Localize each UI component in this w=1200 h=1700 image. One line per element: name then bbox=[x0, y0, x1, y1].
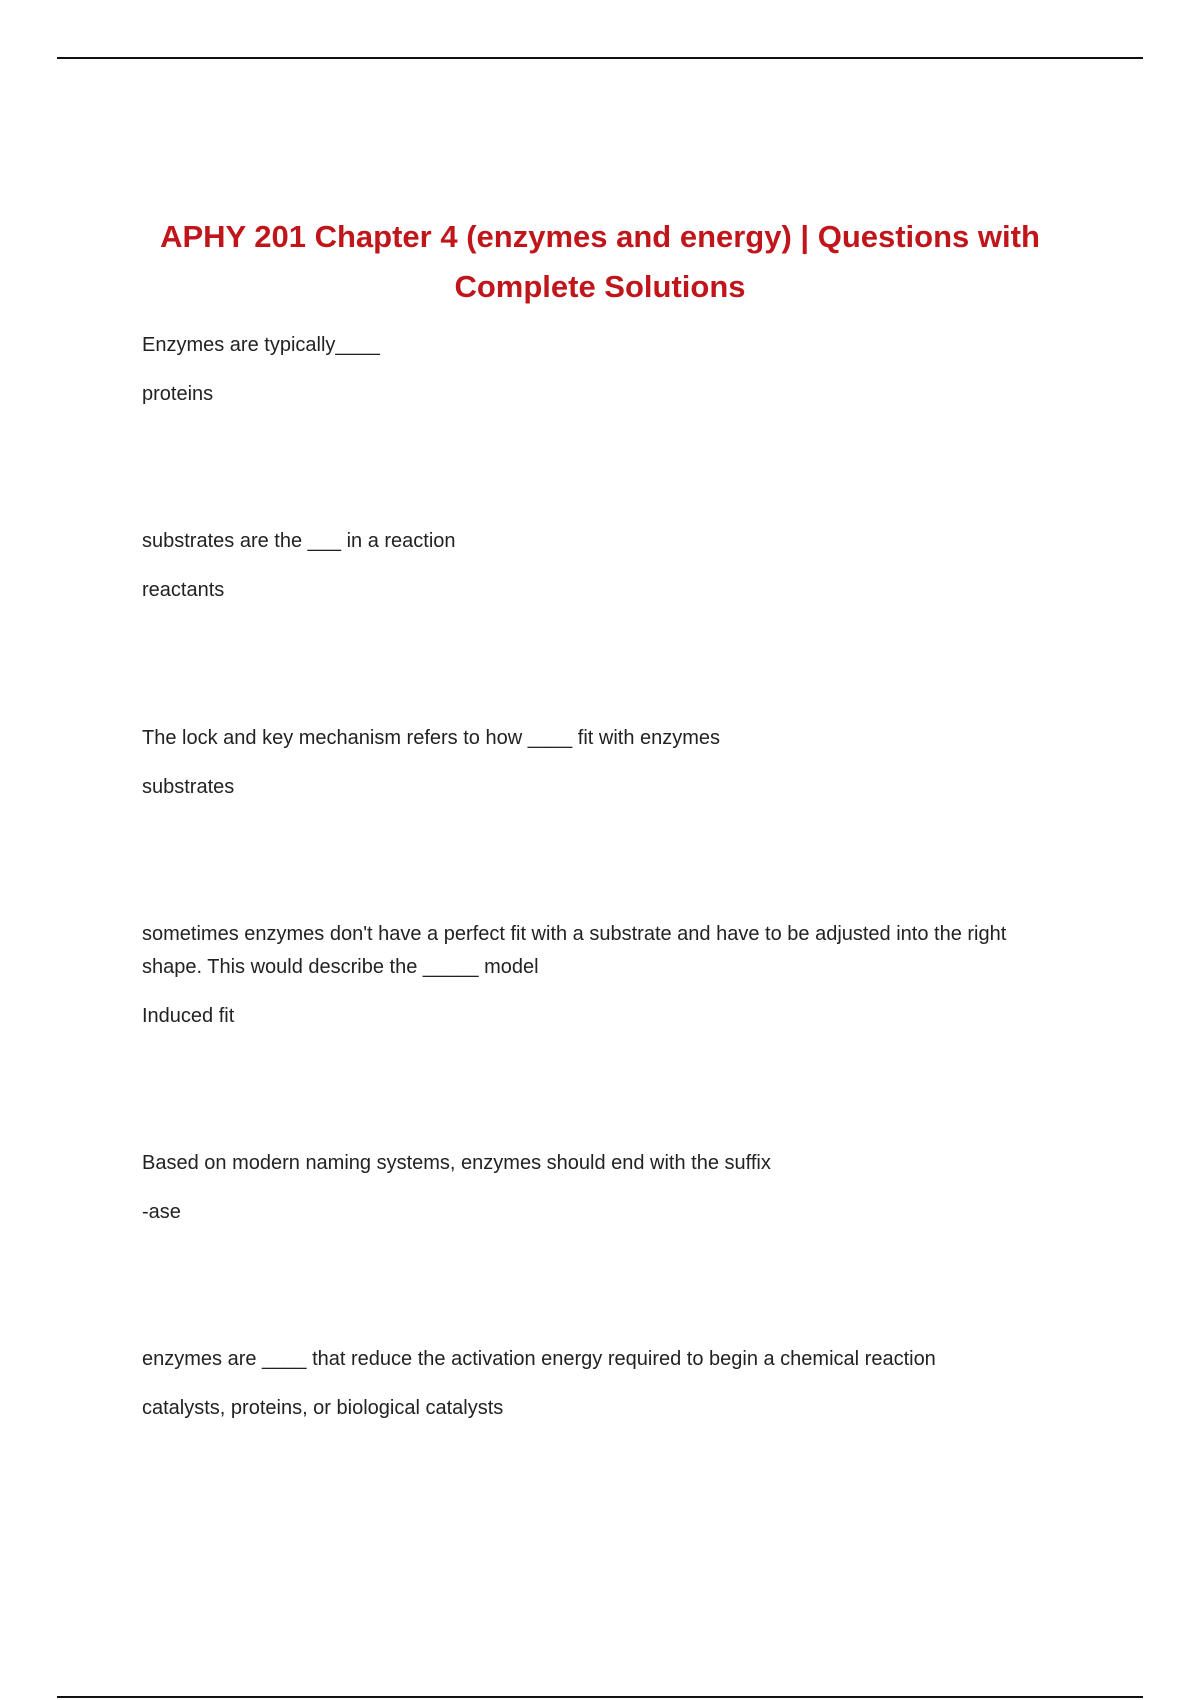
footer-rule bbox=[57, 1696, 1143, 1698]
question-3: The lock and key mechanism refers to how ____ fit with enzymes bbox=[142, 727, 721, 749]
qa-item-1 bbox=[142, 329, 1042, 411]
document-title: APHY 201 Chapter 4 (enzymes and energy) | Questions with Complete Solutions bbox=[160, 219, 1040, 304]
question-2: substrates are the ___ in a reaction bbox=[142, 530, 456, 552]
question-4: sometimes enzymes don't have a perfect fit with a substrate and have to be adjusted into the right shape. This would describe the _____ model bbox=[142, 923, 1007, 978]
answer-4: Induced fit bbox=[142, 1005, 235, 1027]
question-6: enzymes are ____ that reduce the activation energy required to begin a chemical reaction bbox=[142, 1348, 936, 1370]
question-5: Based on modern naming systems, enzymes should end with the suffix bbox=[142, 1152, 771, 1174]
answer-2: reactants bbox=[142, 579, 225, 601]
qa-item-5 bbox=[142, 1147, 1042, 1229]
qa-item-6 bbox=[142, 1343, 1042, 1425]
question-1: Enzymes are typically____ bbox=[142, 334, 380, 356]
answer-3: substrates bbox=[142, 776, 235, 798]
answer-6: catalysts, proteins, or biological catalysts bbox=[142, 1397, 504, 1419]
answer-1: proteins bbox=[142, 383, 214, 405]
qa-item-3 bbox=[142, 722, 1042, 804]
answer-5: -ase bbox=[142, 1201, 181, 1223]
header-rule bbox=[57, 57, 1143, 59]
qa-item-2 bbox=[142, 525, 1042, 607]
qa-item-4 bbox=[142, 918, 1042, 1033]
